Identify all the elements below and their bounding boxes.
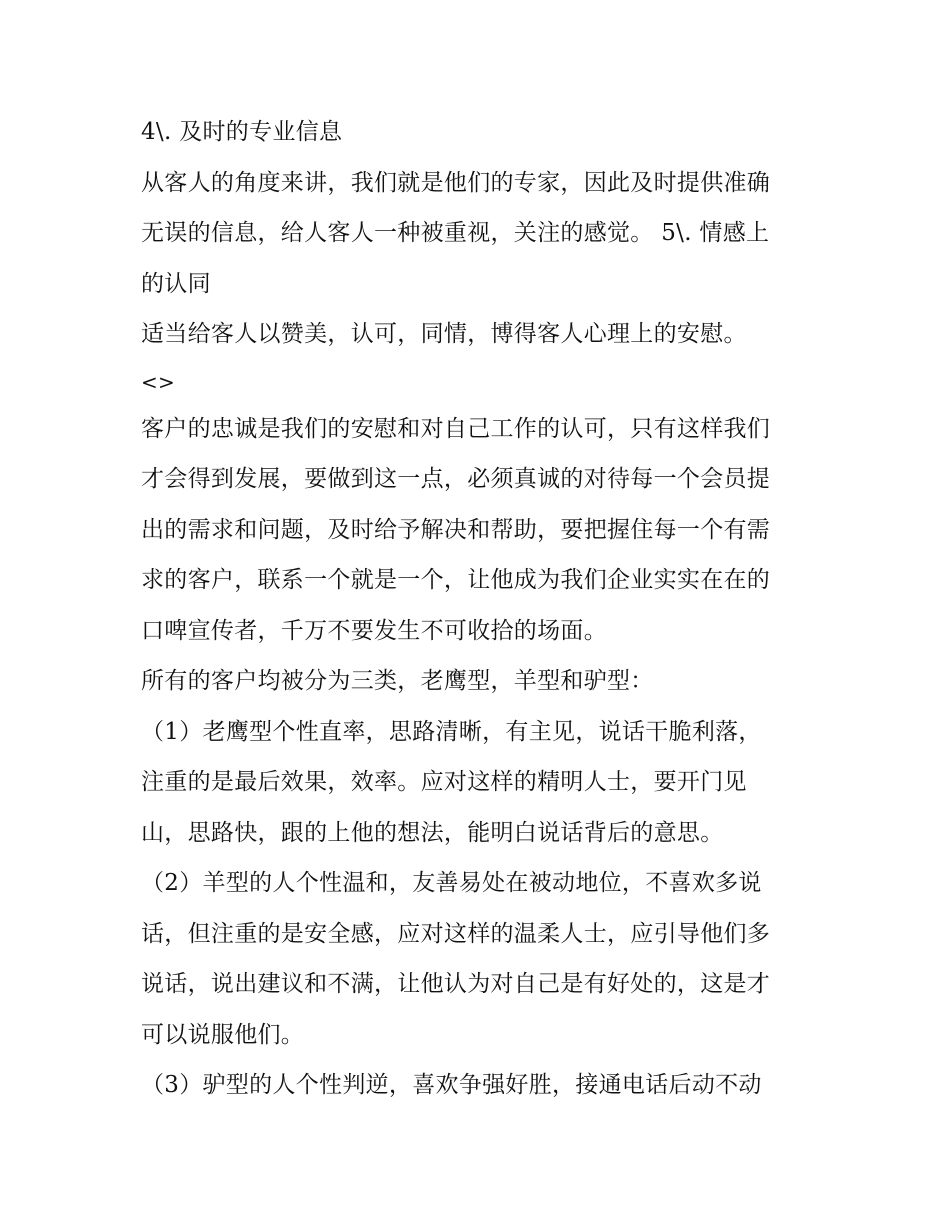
text-line: 的认同: [141, 270, 211, 297]
text-line: 求的客户，联系一个就是一个，让他成为我们企业实实在在的: [141, 567, 771, 593]
text-line: 山，思路快，跟的上他的想法，能明白说话背后的意思。: [141, 819, 724, 846]
text-line: （1）老鹰型个性直率，思路清晰，有主见，说话干脆利落，: [141, 718, 762, 745]
document-body: [141, 107, 821, 1111]
text-line: 才会得到发展，要做到这一点，必须真诚的对待每一个会员提: [141, 466, 771, 492]
text-line: 口啤宣传者，千万不要发生不可收拾的场面。: [141, 617, 607, 644]
text-line: （3）驴型的人个性判逆，喜欢争强好胜，接通电话后动不动: [141, 1072, 762, 1098]
text-line: 可以说服他们。: [141, 1021, 305, 1048]
text-line: 客户的忠诚是我们的安慰和对自己工作的认可，只有这样我们: [141, 415, 771, 442]
text-line: 从客人的角度来讲，我们就是他们的专家，因此及时提供准确: [141, 169, 771, 196]
text-line: 出的需求和问题，及时给予解决和帮助，要把握住每一个有需: [141, 516, 771, 543]
text-line: 无误的信息，给人客人一种被重视，关注的感觉。 5\. 情感上: [141, 220, 770, 246]
text-line: 话，但注重的是安全感，应对这样的温柔人士，应引导他们多: [141, 920, 771, 947]
text-line: 所有的客户均被分为三类，老鹰型，羊型和驴型：: [141, 668, 654, 694]
text-line: （2）羊型的人个性温和，友善易处在被动地位，不喜欢多说: [141, 870, 762, 896]
text-line: 4\. 及时的专业信息: [141, 119, 343, 145]
text-line: 说话，说出建议和不满，让他认为对自己是有好处的，这是才: [141, 971, 771, 997]
text-line: 注重的是最后效果，效率。应对这样的精明人士，要开门见: [141, 769, 747, 795]
text-line: 适当给客人以赞美，认可，同情，博得客人心理上的安慰。: [141, 321, 747, 347]
text-line-marker: <>: [141, 369, 176, 394]
